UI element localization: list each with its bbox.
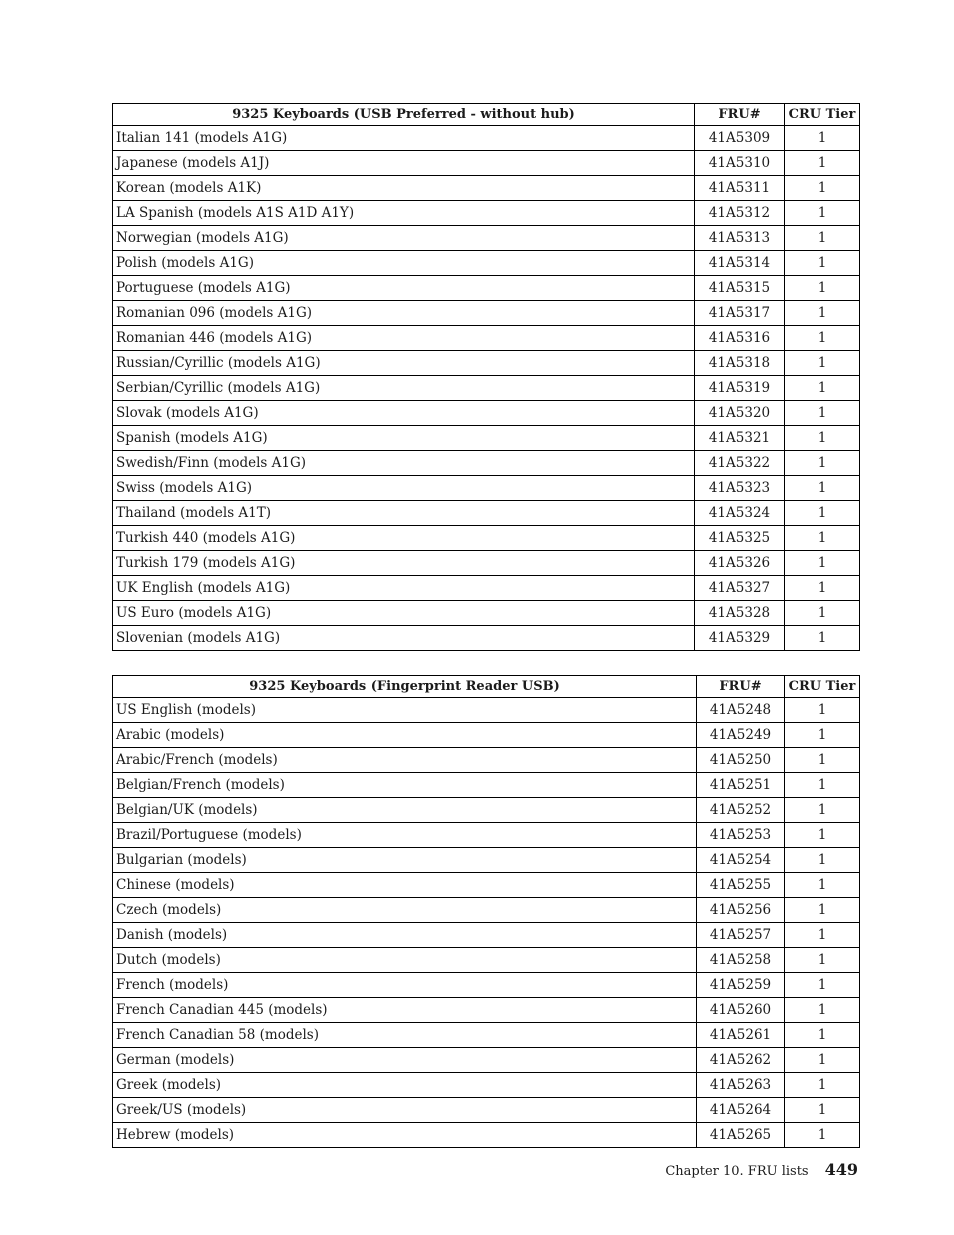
keyboard-description-cell: Arabic (models) [113, 723, 697, 748]
column-header-description: 9325 Keyboards (USB Preferred - without hub) [113, 104, 695, 126]
fru-number-cell: 41A5324 [695, 501, 785, 526]
fru-number-cell: 41A5249 [697, 723, 785, 748]
keyboard-description-cell: Arabic/French (models) [113, 748, 697, 773]
cru-tier-cell: 1 [785, 1023, 860, 1048]
keyboard-description-cell: Portuguese (models A1G) [113, 276, 695, 301]
keyboard-description-cell: US Euro (models A1G) [113, 601, 695, 626]
fru-number-cell: 41A5326 [695, 551, 785, 576]
fru-number-cell: 41A5259 [697, 973, 785, 998]
keyboard-description-cell: Serbian/Cyrillic (models A1G) [113, 376, 695, 401]
table-row [113, 998, 860, 1023]
fru-number-cell: 41A5312 [695, 201, 785, 226]
fru-number-cell: 41A5254 [697, 848, 785, 873]
keyboard-description-cell: LA Spanish (models A1S A1D A1Y) [113, 201, 695, 226]
cru-tier-cell: 1 [785, 376, 860, 401]
page-number: 449 [824, 1160, 858, 1179]
keyboard-description-cell: Danish (models) [113, 923, 697, 948]
cru-tier-cell: 1 [785, 476, 860, 501]
keyboard-description-cell: Greek/US (models) [113, 1098, 697, 1123]
table-row [113, 351, 860, 376]
fru-number-cell: 41A5325 [695, 526, 785, 551]
fru-number-cell: 41A5315 [695, 276, 785, 301]
keyboard-description-cell: German (models) [113, 1048, 697, 1073]
cru-tier-cell: 1 [785, 948, 860, 973]
table-row [113, 923, 860, 948]
table-row [113, 501, 860, 526]
table-row [113, 823, 860, 848]
table-row [113, 476, 860, 501]
keyboard-description-cell: Swedish/Finn (models A1G) [113, 451, 695, 476]
keyboard-description-cell: French (models) [113, 973, 697, 998]
table-row [113, 773, 860, 798]
cru-tier-cell: 1 [785, 601, 860, 626]
keyboard-description-cell: Romanian 096 (models A1G) [113, 301, 695, 326]
table-row [113, 226, 860, 251]
cru-tier-cell: 1 [785, 301, 860, 326]
fru-number-cell: 41A5317 [695, 301, 785, 326]
column-header-fru: FRU# [695, 104, 785, 126]
table-row [113, 1098, 860, 1123]
fru-number-cell: 41A5251 [697, 773, 785, 798]
fru-number-cell: 41A5260 [697, 998, 785, 1023]
fru-number-cell: 41A5328 [695, 601, 785, 626]
fru-number-cell: 41A5320 [695, 401, 785, 426]
cru-tier-cell: 1 [785, 748, 860, 773]
table-row [113, 276, 860, 301]
keyboard-description-cell: Turkish 179 (models A1G) [113, 551, 695, 576]
fru-number-cell: 41A5248 [697, 698, 785, 723]
table-row [113, 723, 860, 748]
table-row [113, 698, 860, 723]
keyboard-description-cell: Romanian 446 (models A1G) [113, 326, 695, 351]
column-header-fru: FRU# [697, 676, 785, 698]
keyboard-description-cell: French Canadian 58 (models) [113, 1023, 697, 1048]
keyboard-description-cell: UK English (models A1G) [113, 576, 695, 601]
cru-tier-cell: 1 [785, 873, 860, 898]
keyboard-description-cell: Japanese (models A1J) [113, 151, 695, 176]
cru-tier-cell: 1 [785, 698, 860, 723]
table-row [113, 251, 860, 276]
cru-tier-cell: 1 [785, 251, 860, 276]
table-row [113, 601, 860, 626]
keyboard-description-cell: Chinese (models) [113, 873, 697, 898]
cru-tier-cell: 1 [785, 998, 860, 1023]
fru-number-cell: 41A5314 [695, 251, 785, 276]
table-row [113, 798, 860, 823]
table-row [113, 551, 860, 576]
keyboard-description-cell: Czech (models) [113, 898, 697, 923]
cru-tier-cell: 1 [785, 1048, 860, 1073]
chapter-label: Chapter 10. FRU lists [665, 1164, 809, 1179]
cru-tier-cell: 1 [785, 898, 860, 923]
keyboard-description-cell: Spanish (models A1G) [113, 426, 695, 451]
table-row [113, 1123, 860, 1148]
fru-number-cell: 41A5264 [697, 1098, 785, 1123]
fru-number-cell: 41A5265 [697, 1123, 785, 1148]
keyboard-description-cell: Swiss (models A1G) [113, 476, 695, 501]
table-row [113, 848, 860, 873]
cru-tier-cell: 1 [785, 326, 860, 351]
column-header-description: 9325 Keyboards (Fingerprint Reader USB) [113, 676, 697, 698]
table-row [113, 176, 860, 201]
table-row [113, 201, 860, 226]
table-row [113, 873, 860, 898]
table-header-row [113, 104, 860, 126]
cru-tier-cell: 1 [785, 773, 860, 798]
table-row [113, 151, 860, 176]
table-row [113, 376, 860, 401]
usb-preferred-keyboards-table [112, 103, 860, 651]
cru-tier-cell: 1 [785, 501, 860, 526]
cru-tier-cell: 1 [785, 626, 860, 651]
table-row [113, 748, 860, 773]
fru-number-cell: 41A5253 [697, 823, 785, 848]
fru-number-cell: 41A5262 [697, 1048, 785, 1073]
keyboard-description-cell: Polish (models A1G) [113, 251, 695, 276]
keyboard-description-cell: Dutch (models) [113, 948, 697, 973]
keyboard-description-cell: Norwegian (models A1G) [113, 226, 695, 251]
fingerprint-reader-keyboards-table [112, 675, 860, 1148]
keyboard-description-cell: Slovak (models A1G) [113, 401, 695, 426]
keyboard-description-cell: Thailand (models A1T) [113, 501, 695, 526]
table-row [113, 973, 860, 998]
keyboard-description-cell: Turkish 440 (models A1G) [113, 526, 695, 551]
cru-tier-cell: 1 [785, 551, 860, 576]
table-row [113, 451, 860, 476]
cru-tier-cell: 1 [785, 1073, 860, 1098]
fru-number-cell: 41A5255 [697, 873, 785, 898]
cru-tier-cell: 1 [785, 176, 860, 201]
cru-tier-cell: 1 [785, 451, 860, 476]
cru-tier-cell: 1 [785, 351, 860, 376]
fru-number-cell: 41A5327 [695, 576, 785, 601]
fru-number-cell: 41A5318 [695, 351, 785, 376]
cru-tier-cell: 1 [785, 823, 860, 848]
cru-tier-cell: 1 [785, 973, 860, 998]
cru-tier-cell: 1 [785, 126, 860, 151]
fru-number-cell: 41A5316 [695, 326, 785, 351]
cru-tier-cell: 1 [785, 848, 860, 873]
keyboard-description-cell: Russian/Cyrillic (models A1G) [113, 351, 695, 376]
fru-number-cell: 41A5311 [695, 176, 785, 201]
fru-number-cell: 41A5309 [695, 126, 785, 151]
cru-tier-cell: 1 [785, 798, 860, 823]
column-header-cru-tier: CRU Tier [785, 104, 860, 126]
keyboard-description-cell: Brazil/Portuguese (models) [113, 823, 697, 848]
keyboard-description-cell: Slovenian (models A1G) [113, 626, 695, 651]
table-row [113, 301, 860, 326]
fru-number-cell: 41A5329 [695, 626, 785, 651]
keyboard-description-cell: US English (models) [113, 698, 697, 723]
table-header-row [113, 676, 860, 698]
fru-number-cell: 41A5310 [695, 151, 785, 176]
table-row [113, 1073, 860, 1098]
cru-tier-cell: 1 [785, 526, 860, 551]
keyboard-description-cell: French Canadian 445 (models) [113, 998, 697, 1023]
keyboard-description-cell: Belgian/UK (models) [113, 798, 697, 823]
keyboard-description-cell: Korean (models A1K) [113, 176, 695, 201]
cru-tier-cell: 1 [785, 226, 860, 251]
table-row [113, 1023, 860, 1048]
fru-number-cell: 41A5256 [697, 898, 785, 923]
fru-number-cell: 41A5263 [697, 1073, 785, 1098]
fru-number-cell: 41A5322 [695, 451, 785, 476]
table-row [113, 126, 860, 151]
cru-tier-cell: 1 [785, 151, 860, 176]
keyboard-description-cell: Belgian/French (models) [113, 773, 697, 798]
cru-tier-cell: 1 [785, 923, 860, 948]
table-row [113, 401, 860, 426]
cru-tier-cell: 1 [785, 1123, 860, 1148]
fru-number-cell: 41A5321 [695, 426, 785, 451]
cru-tier-cell: 1 [785, 723, 860, 748]
fru-number-cell: 41A5258 [697, 948, 785, 973]
cru-tier-cell: 1 [785, 276, 860, 301]
table-row [113, 948, 860, 973]
cru-tier-cell: 1 [785, 401, 860, 426]
keyboard-description-cell: Greek (models) [113, 1073, 697, 1098]
cru-tier-cell: 1 [785, 1098, 860, 1123]
fru-number-cell: 41A5323 [695, 476, 785, 501]
table-row [113, 576, 860, 601]
fru-number-cell: 41A5250 [697, 748, 785, 773]
cru-tier-cell: 1 [785, 201, 860, 226]
table-row [113, 626, 860, 651]
table-row [113, 898, 860, 923]
fru-number-cell: 41A5313 [695, 226, 785, 251]
cru-tier-cell: 1 [785, 426, 860, 451]
table-row [113, 1048, 860, 1073]
cru-tier-cell: 1 [785, 576, 860, 601]
table-row [113, 526, 860, 551]
keyboard-description-cell: Bulgarian (models) [113, 848, 697, 873]
fru-number-cell: 41A5252 [697, 798, 785, 823]
fru-number-cell: 41A5319 [695, 376, 785, 401]
table-row [113, 426, 860, 451]
fru-number-cell: 41A5261 [697, 1023, 785, 1048]
column-header-cru-tier: CRU Tier [785, 676, 860, 698]
table-row [113, 326, 860, 351]
keyboard-description-cell: Italian 141 (models A1G) [113, 126, 695, 151]
page-footer [665, 1160, 858, 1179]
keyboard-description-cell: Hebrew (models) [113, 1123, 697, 1148]
fru-number-cell: 41A5257 [697, 923, 785, 948]
